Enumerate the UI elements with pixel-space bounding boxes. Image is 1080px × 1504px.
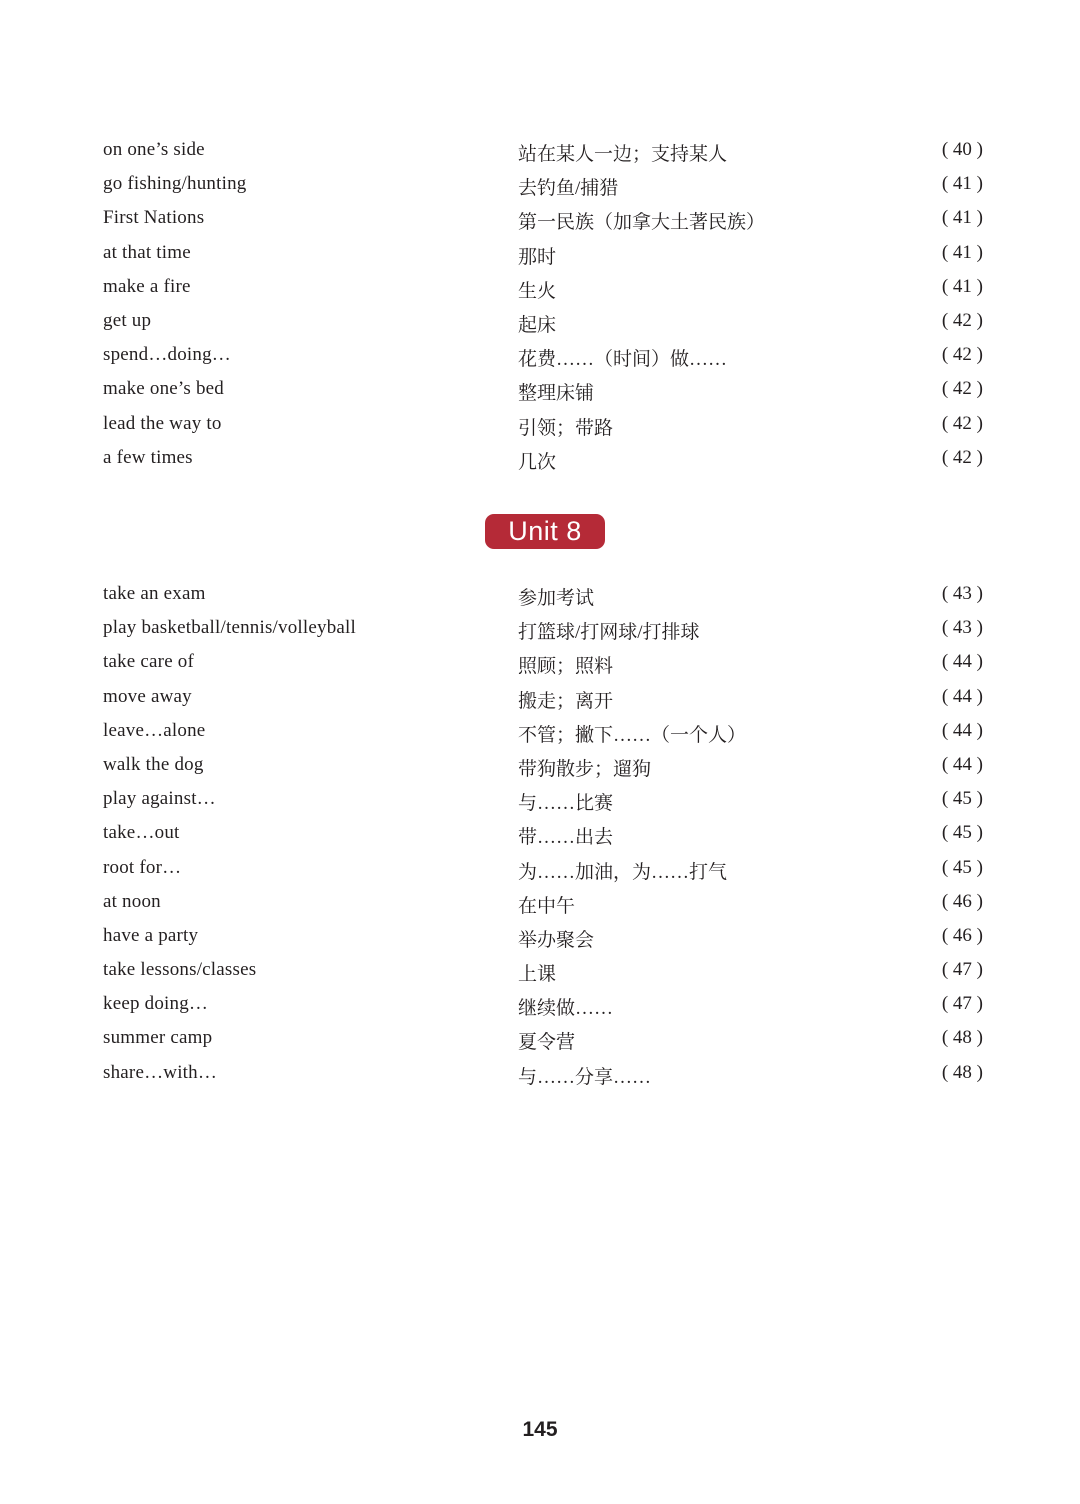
phrase-english: move away bbox=[103, 685, 192, 707]
phrase-row bbox=[103, 720, 983, 754]
phrase-chinese: 生火 bbox=[518, 280, 557, 302]
phrase-chinese: 举办聚会 bbox=[518, 929, 595, 951]
phrase-chinese: 打篮球/打网球/打排球 bbox=[518, 622, 700, 644]
phrase-row bbox=[103, 822, 983, 856]
phrase-chinese: 继续做…… bbox=[518, 998, 614, 1020]
phrase-page-ref: ( 44 ) bbox=[941, 685, 983, 707]
phrase-english: share…with… bbox=[103, 1061, 218, 1083]
phrase-english: get up bbox=[103, 309, 152, 331]
phrase-row bbox=[103, 139, 983, 173]
phrase-english: make one’s bed bbox=[103, 378, 224, 400]
phrase-row bbox=[103, 378, 983, 412]
phrase-row bbox=[103, 310, 983, 344]
phrase-english: have a party bbox=[103, 924, 199, 946]
phrase-row bbox=[103, 993, 983, 1027]
phrase-chinese: 花费……（时间）做…… bbox=[518, 349, 728, 371]
phrase-chinese: 不管；撇下……（一个人） bbox=[518, 724, 747, 746]
phrase-row bbox=[103, 788, 983, 822]
phrase-row bbox=[103, 583, 983, 617]
phrase-english: take…out bbox=[103, 822, 180, 844]
phrase-chinese: 第一民族（加拿大土著民族） bbox=[518, 212, 766, 234]
phrase-page-ref: ( 45 ) bbox=[941, 788, 983, 810]
phrase-chinese: 上课 bbox=[518, 964, 557, 986]
phrase-row bbox=[103, 651, 983, 685]
phrase-row bbox=[103, 857, 983, 891]
phrase-row bbox=[103, 754, 983, 788]
phrase-chinese: 与……分享…… bbox=[518, 1066, 652, 1088]
phrase-page-ref: ( 42 ) bbox=[941, 309, 983, 331]
phrase-page-ref: ( 48 ) bbox=[941, 1027, 983, 1049]
phrase-row bbox=[103, 413, 983, 447]
phrase-row bbox=[103, 447, 983, 481]
phrase-chinese: 参加考试 bbox=[518, 588, 595, 609]
phrase-row bbox=[103, 276, 983, 310]
phrase-chinese: 那时 bbox=[518, 246, 557, 268]
phrase-english: First Nations bbox=[103, 207, 205, 229]
phrase-chinese: 站在某人一边；支持某人 bbox=[518, 144, 728, 165]
phrase-page-ref: ( 45 ) bbox=[941, 856, 983, 878]
phrase-english: walk the dog bbox=[103, 753, 204, 775]
phrase-page-ref: ( 41 ) bbox=[941, 275, 983, 297]
phrase-page-ref: ( 41 ) bbox=[941, 173, 983, 195]
phrase-chinese: 与……比赛 bbox=[518, 793, 614, 815]
phrase-english: spend…doing… bbox=[103, 344, 232, 366]
phrase-row bbox=[103, 344, 983, 378]
phrase-page-ref: ( 42 ) bbox=[941, 344, 983, 366]
phrase-english: a few times bbox=[103, 446, 193, 468]
phrase-chinese: 起床 bbox=[518, 314, 557, 336]
phrase-page-ref: ( 46 ) bbox=[941, 924, 983, 946]
phrase-page-ref: ( 42 ) bbox=[941, 446, 983, 468]
phrase-english: at that time bbox=[103, 241, 191, 263]
phrase-page-ref: ( 41 ) bbox=[941, 207, 983, 229]
page-number: 145 bbox=[522, 1418, 558, 1441]
phrase-page-ref: ( 42 ) bbox=[941, 378, 983, 400]
phrase-chinese: 整理床铺 bbox=[518, 383, 595, 405]
phrase-row bbox=[103, 1062, 983, 1096]
phrase-page-ref: ( 44 ) bbox=[941, 753, 983, 775]
phrase-page-ref: ( 46 ) bbox=[941, 890, 983, 912]
phrase-chinese: 夏令营 bbox=[518, 1032, 576, 1054]
phrase-english: lead the way to bbox=[103, 412, 222, 434]
phrase-english: play against… bbox=[103, 788, 216, 810]
phrase-page-ref: ( 43 ) bbox=[941, 617, 983, 639]
unit-8-heading: Unit 8 bbox=[485, 514, 605, 549]
phrase-row bbox=[103, 173, 983, 207]
phrase-english: make a fire bbox=[103, 275, 191, 297]
phrase-english: take care of bbox=[103, 651, 194, 673]
phrase-row bbox=[103, 925, 983, 959]
phrase-english: play basketball/tennis/volleyball bbox=[103, 617, 357, 639]
phrase-list-unit7 bbox=[103, 139, 983, 481]
phrase-page-ref: ( 44 ) bbox=[941, 651, 983, 673]
phrase-english: keep doing… bbox=[103, 993, 209, 1015]
phrase-row bbox=[103, 959, 983, 993]
phrase-row bbox=[103, 242, 983, 276]
phrase-chinese: 去钓鱼/捕猎 bbox=[518, 178, 619, 200]
phrase-page-ref: ( 48 ) bbox=[941, 1061, 983, 1083]
phrase-english: root for… bbox=[103, 856, 182, 878]
phrase-page-ref: ( 47 ) bbox=[941, 959, 983, 981]
phrase-row bbox=[103, 617, 983, 651]
phrase-chinese: 为……加油，为……打气 bbox=[518, 861, 728, 883]
phrase-english: go fishing/hunting bbox=[103, 173, 247, 195]
phrase-chinese: 搬走；离开 bbox=[518, 690, 614, 712]
phrase-page-ref: ( 44 ) bbox=[941, 719, 983, 741]
phrase-list-unit8 bbox=[103, 583, 983, 1096]
phrase-english: at noon bbox=[103, 890, 161, 912]
phrase-page-ref: ( 47 ) bbox=[941, 993, 983, 1015]
phrase-english: leave…alone bbox=[103, 719, 206, 741]
phrase-chinese: 带……出去 bbox=[518, 827, 614, 849]
phrase-english: take an exam bbox=[103, 583, 206, 604]
phrase-row bbox=[103, 207, 983, 241]
phrase-page-ref: ( 42 ) bbox=[941, 412, 983, 434]
phrase-row bbox=[103, 686, 983, 720]
phrase-page-ref: ( 43 ) bbox=[941, 583, 983, 604]
phrase-chinese: 在中午 bbox=[518, 895, 576, 917]
phrase-chinese: 照顾；照料 bbox=[518, 656, 614, 678]
phrase-chinese: 带狗散步；遛狗 bbox=[518, 758, 652, 780]
phrase-page-ref: ( 45 ) bbox=[941, 822, 983, 844]
phrase-page-ref: ( 41 ) bbox=[941, 241, 983, 263]
phrase-chinese: 几次 bbox=[518, 451, 557, 473]
phrase-row bbox=[103, 1027, 983, 1061]
phrase-row bbox=[103, 891, 983, 925]
phrase-english: on one’s side bbox=[103, 139, 205, 160]
phrase-chinese: 引领；带路 bbox=[518, 417, 614, 439]
phrase-english: take lessons/classes bbox=[103, 959, 257, 981]
phrase-page-ref: ( 40 ) bbox=[941, 139, 983, 160]
phrase-english: summer camp bbox=[103, 1027, 213, 1049]
